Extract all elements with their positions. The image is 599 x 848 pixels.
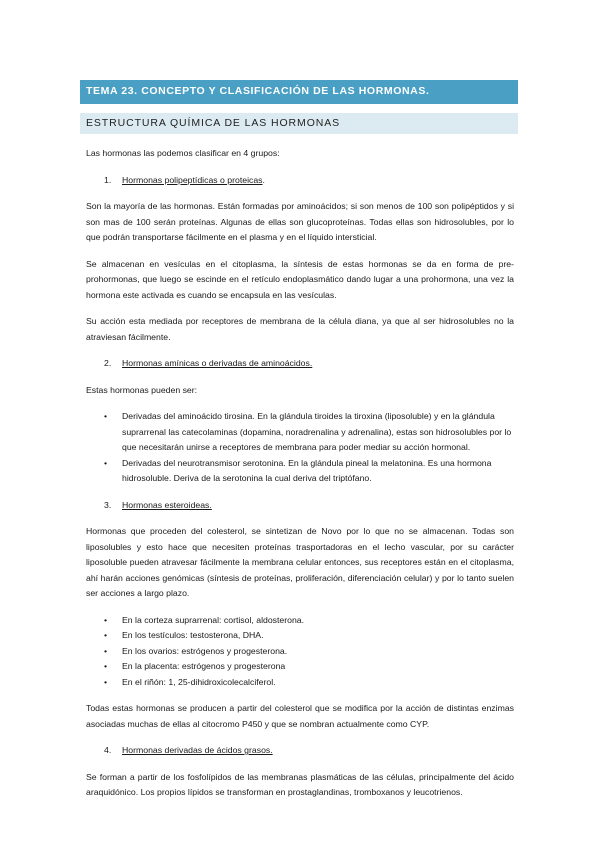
intro-paragraph: Las hormonas las podemos clasificar en 4 grupos:: [86, 148, 280, 158]
list-item: [86, 644, 514, 660]
bullet-text: Derivadas del neurotransmisor serotonina. En la glándula pineal la melatonina. Es una hormona hidrosoluble. Deriva de la serotonina la cual deriva del triptófano.: [122, 457, 492, 483]
list-item: [86, 409, 514, 456]
list-item: [86, 628, 514, 644]
bullet-icon: •: [104, 676, 108, 687]
group-3-title: Hormonas esteroideas.: [122, 499, 212, 510]
group-3-paragraph-1: Hormonas que proceden del colesterol, se sintetizan de Novo por lo que no se almacenan. Todas son liposolubles y esto hace que necesiten proteínas trasportadoras en el lecho vascular, por su carácter liposoluble pueden atravesar fácilmente la membrana celular entonces, sus receptores están en el citoplasma, ahí harán acciones genómicas (síntesis de proteínas, proliferación, diferenciación celular) y por lo tanto suelen ser acciones a largo plazo.: [86, 526, 514, 598]
list-item: [86, 675, 514, 691]
bullet-icon: •: [104, 457, 108, 468]
document-body: [86, 146, 514, 812]
group-4-title: Hormonas derivadas de ácidos grasos.: [122, 745, 273, 755]
list-item: [86, 456, 514, 487]
group-1-title: Hormonas polipeptídicas o proteicas: [122, 174, 263, 185]
group-1-heading: [86, 173, 514, 189]
group-2-bullet-list: [86, 409, 514, 487]
bullet-text: En la placenta: estrógenos y progesterona: [122, 661, 286, 671]
group-3-bullet-list: [86, 613, 514, 691]
group-4-paragraph-1: Se forman a partir de los fosfolípidos de las membranas plasmáticas de las células, principalmente del ácido araquidónico. Los propios lípidos se transforman en prostaglandinas, tromboxanos y leucotrienos.: [86, 771, 514, 797]
group-4-number: 4.: [104, 745, 112, 755]
bullet-icon: •: [104, 614, 108, 625]
group-1-paragraph-1: Son la mayoría de las hormonas. Están formadas por aminoácidos; si son menos de 100 son polipéptidos y si son mas de 100 serán proteínas. Algunas de ellas son glucoproteínas. Todas ellas son hidrosolubles, por lo que podrán transportarse fácilmente en el plasma y en el líquido intersticial.: [86, 201, 514, 242]
group-3-number: 3.: [104, 499, 112, 510]
bullet-text: En la corteza suprarrenal: cortisol, aldosterona.: [122, 614, 305, 625]
group-1-suffix: .: [262, 174, 265, 185]
bullet-text: En los testículos: testosterona, DHA.: [122, 630, 264, 640]
bullet-text: En el riñón: 1, 25-dihidroxicolecalciferol.: [122, 676, 276, 687]
bullet-icon: •: [104, 645, 108, 656]
title-banner: [80, 80, 518, 104]
list-item: [86, 613, 514, 629]
bullet-icon: •: [104, 661, 108, 671]
group-1-paragraph-2: Se almacenan en vesículas en el citoplasma, la síntesis de estas hormonas se da en forma de pre-prohormonas, que luego se escinde en el retículo endoplasmático dando lugar a una prohormona, una vez la hormona este activada es cuando se encapsula en las vesículas.: [86, 258, 514, 300]
bullet-icon: •: [104, 630, 108, 640]
bullet-text: En los ovarios: estrógenos y progesterona.: [122, 645, 288, 656]
bullet-icon: •: [104, 411, 108, 421]
group-2-heading: [86, 356, 514, 372]
section-heading: ESTRUCTURA QUÍMICA DE LAS HORMONAS: [86, 117, 341, 129]
group-2-title: Hormonas amínicas o derivadas de aminoácidos.: [122, 358, 313, 368]
group-1-paragraph-3: Su acción esta mediada por receptores de membrana de la célula diana, ya que al ser hidrosolubles no la atraviesan fácilmente.: [86, 316, 514, 342]
bullet-text: Derivadas del aminoácido tirosina. En la glándula tiroides la tiroxina (liposoluble) y en la glándula suprarrenal las catecolaminas (dopamina, noradrenalina y adrenalina), estas son hidrosolubles por lo que necesitarán unirse a receptores de membrana para poder mediar su acción hormonal.: [122, 411, 512, 452]
document-title: TEMA 23. CONCEPTO Y CLASIFICACIÓN DE LAS HORMONAS.: [86, 85, 430, 97]
group-2-intro: Estas hormonas pueden ser:: [86, 384, 198, 395]
group-1-number: 1.: [104, 174, 112, 185]
group-2-number: 2.: [104, 358, 112, 368]
group-3-heading: [86, 498, 514, 514]
list-item: [86, 659, 514, 675]
group-3-paragraph-2: Todas estas hormonas se producen a partir del colesterol que se modifica por la acción de distintas enzimas asociadas muchas de ellas al citocromo P450 y que se nombran actualmente como CYP.: [86, 703, 514, 729]
group-4-heading: [86, 743, 514, 759]
section-banner: [80, 113, 518, 134]
